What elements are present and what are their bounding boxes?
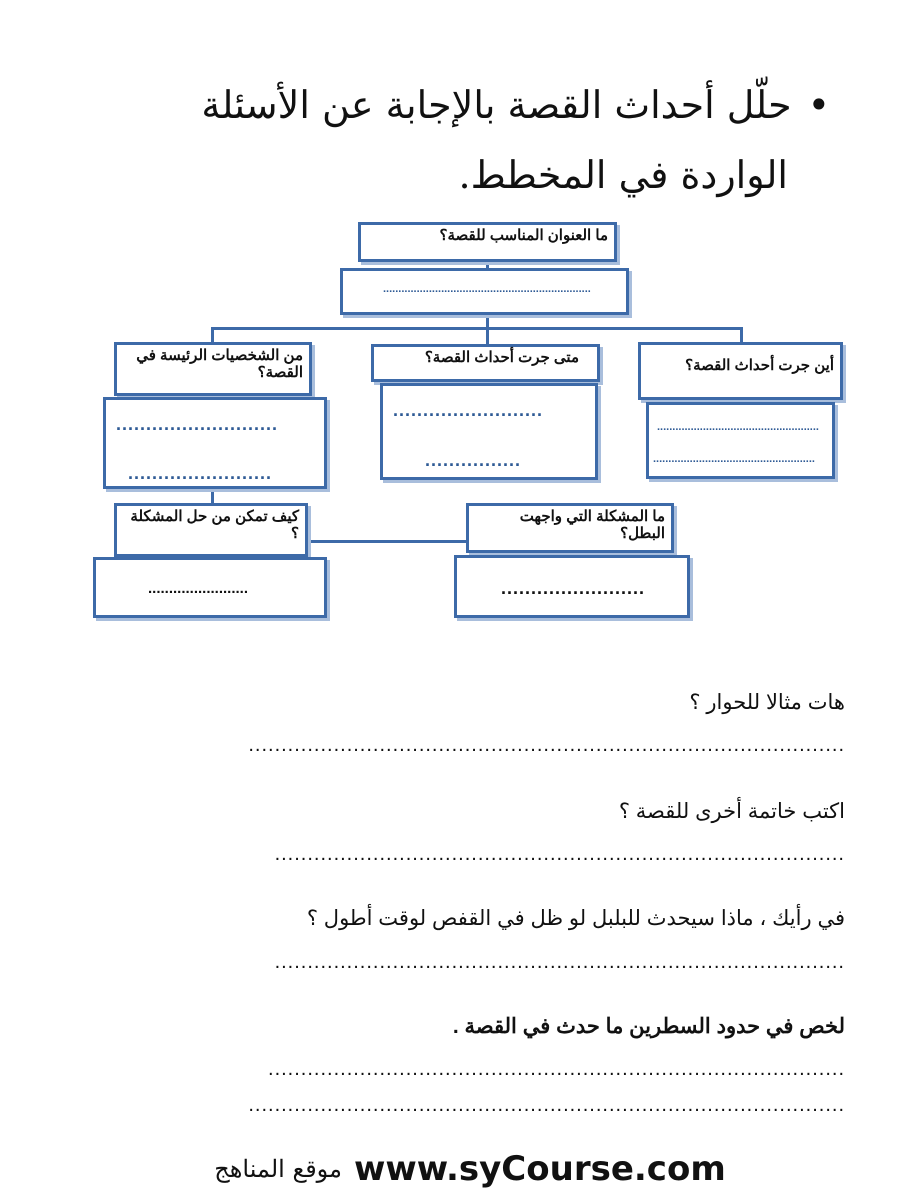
- title-answer-line: ....................................................................: [383, 283, 591, 295]
- question-1: هات مثالا للحوار ؟: [689, 691, 845, 714]
- bullet: •: [807, 83, 830, 127]
- connector: [211, 327, 743, 330]
- connector: [305, 540, 468, 543]
- answer-line-1: ...........................................................................................: [248, 734, 845, 756]
- when-answer-line: ................: [425, 450, 522, 470]
- who-answer-line: ........................: [128, 463, 273, 483]
- problem-answer-line: ........................: [501, 578, 646, 598]
- where-answer-line: .....................................................: [653, 453, 815, 465]
- instruction-line-2: الواردة في المخطط.: [458, 153, 788, 197]
- question-4: لخص في حدود السطرين ما حدث في القصة .: [452, 1015, 845, 1038]
- answer-line-2: .......................................................................................: [274, 843, 845, 865]
- problem-answer-box: [454, 555, 690, 618]
- answer-line-4b: ...........................................................................................: [248, 1094, 845, 1116]
- instruction: [70, 70, 830, 210]
- where-answer-box: [646, 402, 835, 479]
- who-answer-box: [103, 397, 327, 489]
- where-question-box: [638, 342, 843, 400]
- who-question-box: [114, 342, 312, 396]
- title-question-box: [358, 222, 617, 262]
- solution-answer-box: [93, 557, 327, 618]
- when-answer-line: .........................: [393, 400, 544, 420]
- question-3: في رأيك ، ماذا سيحدث للبلبل لو ظل في القفص لوقت أطول ؟: [306, 907, 845, 930]
- site-url[interactable]: www.syCourse.com: [353, 1149, 726, 1189]
- answer-line-4a: ........................................................................................: [268, 1058, 845, 1080]
- title-question: ما العنوان المناسب للقصة؟: [439, 227, 608, 244]
- site-label: موقع المناهج: [214, 1155, 342, 1183]
- solution-question: كيف تمكن من حل المشكلة ؟: [130, 508, 299, 542]
- answer-line-3: .......................................................................................: [274, 951, 845, 973]
- title-answer-box: [340, 268, 629, 315]
- solution-answer-line: ........................: [148, 580, 249, 597]
- question-2: اكتب خاتمة أخرى للقصة ؟: [618, 800, 845, 823]
- when-answer-box: [380, 383, 598, 480]
- instruction-line-1: •حلّل أحداث القصة بالإجابة عن الأسئلة: [70, 70, 830, 140]
- when-question: متى جرت أحداث القصة؟: [424, 349, 579, 366]
- who-question: من الشخصيات الرئيسة في القصة؟: [136, 347, 303, 381]
- footer: [190, 1144, 750, 1194]
- problem-question: ما المشكلة التي واجهت البطل؟: [519, 508, 665, 542]
- solution-question-box: [114, 503, 308, 557]
- when-question-box: [371, 344, 600, 382]
- where-question: أين جرت أحداث القصة؟: [685, 357, 834, 374]
- connector: [486, 327, 489, 345]
- connector: [211, 327, 214, 343]
- problem-question-box: [466, 503, 674, 553]
- where-answer-line: .....................................................: [657, 421, 819, 433]
- who-answer-line: ...........................: [116, 414, 279, 434]
